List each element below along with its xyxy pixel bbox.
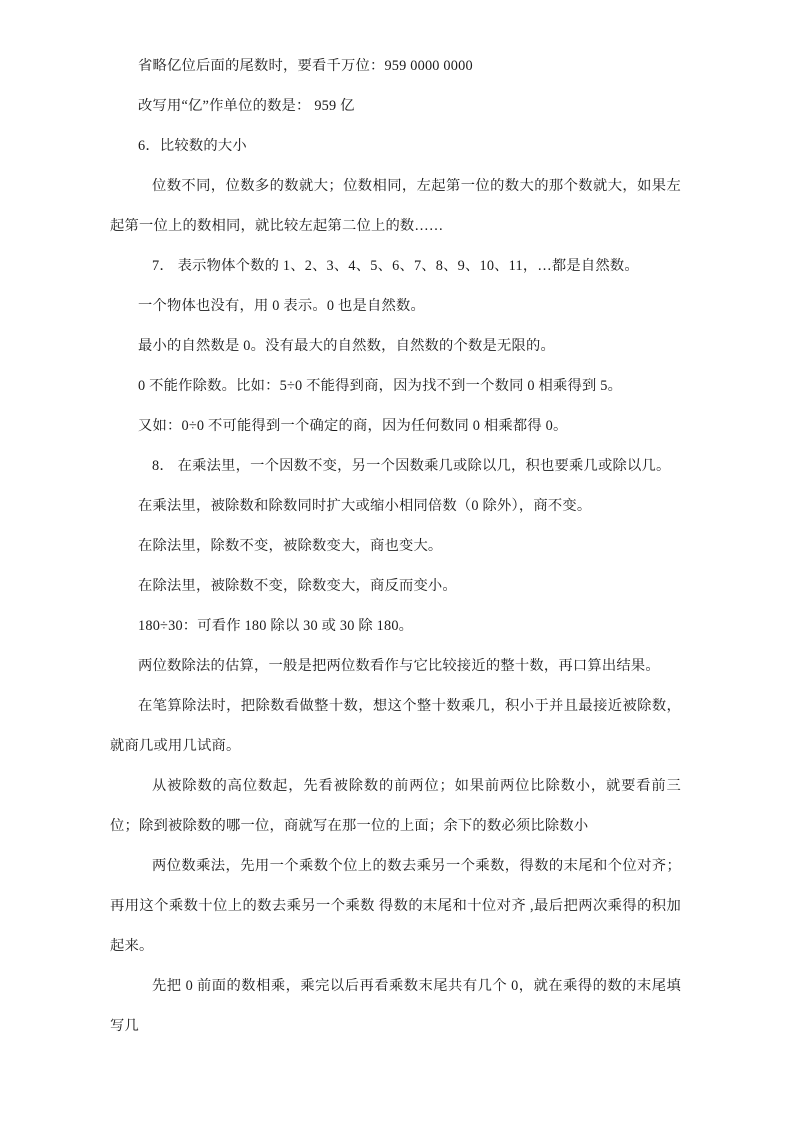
paragraph: 两位数乘法，先用一个乘数个位上的数去乘另一个乘数，得数的末尾和个位对齐；再用这个乘数十位上的数去乘另一个乘数 得数的末尾和十位对齐 ,最后把两次乘得的积加起来。 xyxy=(110,858,681,954)
paragraph-heading-8: 8． 在乘法里，一个因数不变，另一个因数乘几或除以几，积也要乘几或除以几。 xyxy=(152,458,671,474)
paragraph-heading-6: 6．比较数的大小 xyxy=(138,138,247,154)
document-body xyxy=(110,46,681,1046)
paragraph: 最小的自然数是 0。没有最大的自然数，自然数的个数是无限的。 xyxy=(138,338,556,354)
paragraph: 0 不能作除数。比如：5÷0 不能得到商，因为找不到一个数同 0 相乘得到 5。 xyxy=(138,378,623,394)
paragraph: 又如：0÷0 不可能得到一个确定的商，因为任何数同 0 相乘都得 0。 xyxy=(138,418,568,434)
paragraph: 从被除数的高位数起，先看被除数的前两位；如果前两位比除数小，就要看前三位；除到被除数的哪一位，商就写在那一位的上面；余下的数必须比除数小 xyxy=(110,778,681,834)
paragraph: 一个物体也没有，用 0 表示。0 也是自然数。 xyxy=(138,298,425,314)
paragraph: 先把 0 前面的数相乘，乘完以后再看乘数末尾共有几个 0，就在乘得的数的末尾填写几 xyxy=(110,978,681,1034)
paragraph: 在笔算除法时，把除数看做整十数，想这个整十数乘几，积小于并且最接近被除数，就商几或用几试商。 xyxy=(110,698,681,754)
paragraph: 180÷30：可看作 180 除以 30 或 30 除 180。 xyxy=(138,618,414,634)
paragraph: 在除法里，除数不变，被除数变大，商也变大。 xyxy=(138,538,443,554)
paragraph: 省略亿位后面的尾数时，要看千万位：959 0000 0000 xyxy=(138,58,473,74)
paragraph: 改写用“亿”作单位的数是： 959 亿 xyxy=(138,98,355,114)
paragraph-heading-7: 7． 表示物体个数的 1、2、3、4、5、6、7、8、9、10、11，…都是自然数。 xyxy=(152,258,639,274)
paragraph: 位数不同，位数多的数就大；位数相同，左起第一位的数大的那个数就大，如果左起第一位上的数相同，就比较左起第二位上的数…… xyxy=(110,178,681,234)
paragraph: 在乘法里，被除数和除数同时扩大或缩小相同倍数（0 除外），商不变。 xyxy=(138,498,592,514)
paragraph: 两位数除法的估算，一般是把两位数看作与它比较接近的整十数，再口算出结果。 xyxy=(138,658,660,674)
paragraph: 在除法里，被除数不变，除数变大，商反而变小。 xyxy=(138,578,457,594)
